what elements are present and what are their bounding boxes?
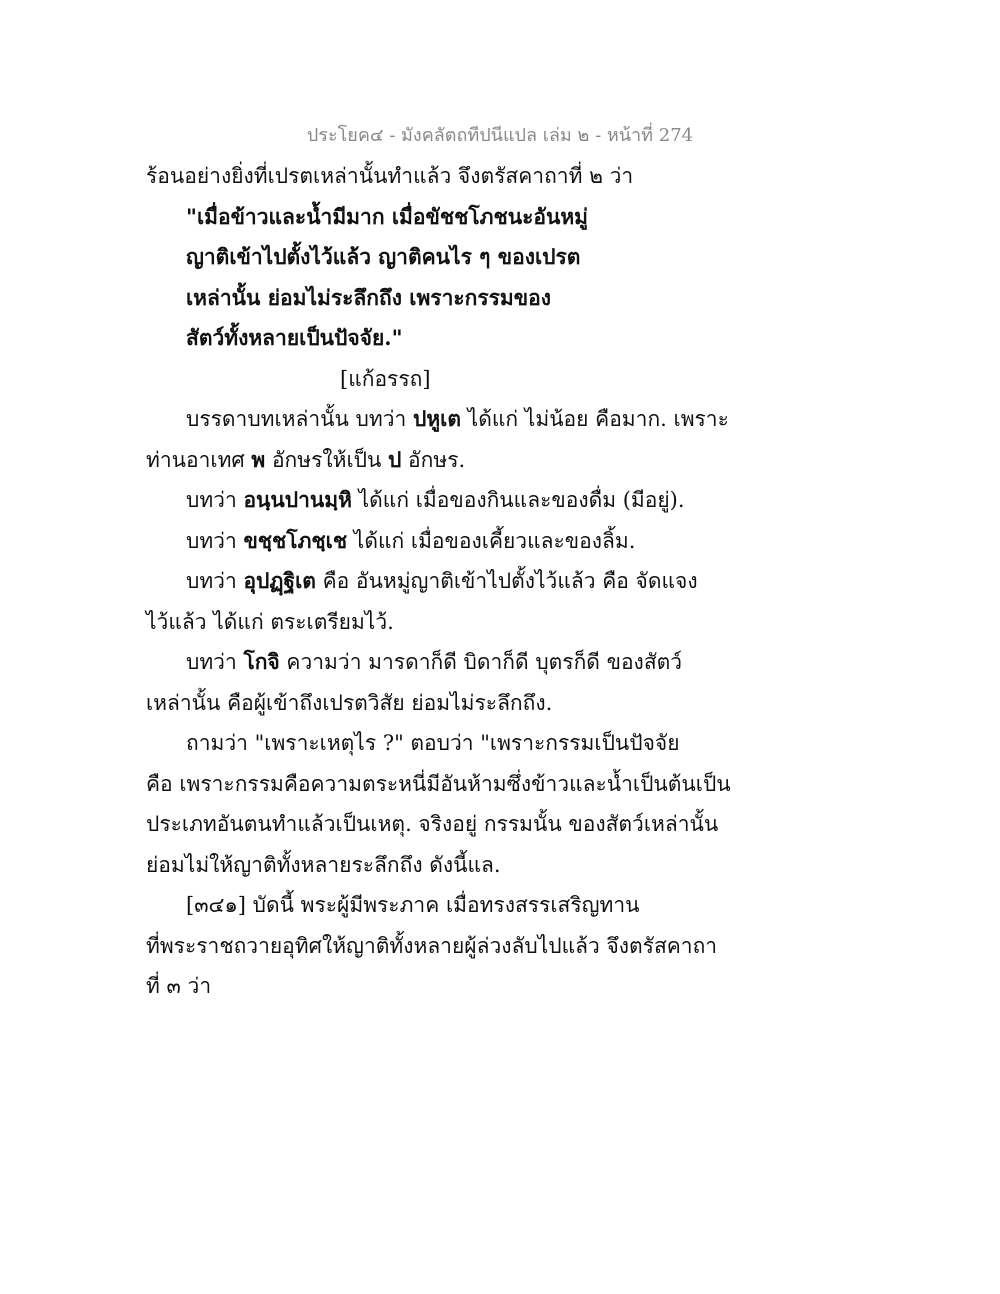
pali-term: อุปฏฺฐิเต xyxy=(243,568,316,593)
pali-term: ปหูเต xyxy=(413,406,461,431)
section-title: [แก้อรรถ] xyxy=(340,366,431,391)
text-span: ได้แก่ ไม่น้อย คือมาก. เพราะ xyxy=(461,407,729,431)
verse-line: ญาติเข้าไปตั้งไว้แล้ว ญาติคนไร ๆ ของเปรต xyxy=(186,244,581,269)
text-span: บรรดาบทเหล่านั้น บทว่า xyxy=(186,407,413,431)
verse-line: "เมื่อข้าวและน้ำมีมาก เมื่อขัชชโภชนะอันหมู่ xyxy=(186,203,589,229)
text-span: บทว่า xyxy=(186,528,244,553)
verse-line: สัตว์ทั้งหลายเป็นปัจจัย." xyxy=(186,325,403,350)
paragraph-line: ที่พระราชถวายอุทิศให้ญาติทั้งหลายผู้ล่วงลับไปแล้ว จึงตรัสคาถา xyxy=(146,933,718,958)
paragraph-line: ถามว่า "เพราะเหตุไร ?" ตอบว่า "เพราะกรรมเป็นปัจจัย xyxy=(186,731,680,755)
paragraph-line: เหล่านั้น คือผู้เข้าถึงเปรตวิสัย ย่อมไม่ระลึกถึง. xyxy=(146,690,553,715)
paragraph-line xyxy=(146,480,706,521)
paragraph-line: ย่อมไม่ให้ญาติทั้งหลายระลึกถึง ดังนี้แล. xyxy=(146,852,501,877)
paragraph-line xyxy=(146,521,706,562)
text-span: บทว่า xyxy=(186,650,244,674)
paragraph-line xyxy=(146,440,706,481)
document-body xyxy=(146,156,731,1007)
paragraph-line: คือ เพราะกรรมคือความตระหนี่มีอันห้ามซึ่งข้าวและน้ำเป็นต้นเป็น xyxy=(146,771,731,796)
pali-letter: พ xyxy=(251,446,266,472)
pali-letter: ป xyxy=(388,446,402,472)
page-header: ประโยค๔ - มังคลัตถทีปนีแปล เล่ม ๒ - หน้าที่ 274 xyxy=(306,125,694,146)
text-span: คือ อันหมู่ญาติเข้าไปตั้งไว้แล้ว คือ จัดแจง xyxy=(315,569,698,593)
text-span: อักษร. xyxy=(401,447,466,472)
pali-term: ขชฺชโภชฺเช xyxy=(243,527,348,553)
text-span: บทว่า xyxy=(186,488,244,512)
paragraph-line: [๓๔๑] บัดนี้ พระผู้มีพระภาค เมื่อทรงสรรเสริญทาน xyxy=(186,893,640,917)
paragraph-line xyxy=(146,561,706,602)
paragraph-line: ประเภทอันตนทำแล้วเป็นเหตุ. จริงอยู่ กรรมนั้น ของสัตว์เหล่านั้น xyxy=(146,812,719,836)
paragraph-line xyxy=(146,399,729,440)
paragraph-line xyxy=(146,642,706,683)
text-span: อักษรให้เป็น xyxy=(265,447,389,472)
intro-line: ร้อนอย่างยิ่งที่เปรตเหล่านั้นทำแล้ว จึงตรัสคาถาที่ ๒ ว่า xyxy=(146,164,634,188)
pali-term: โกจิ xyxy=(243,649,280,674)
text-span: ความว่า มารดาก็ดี บิดาก็ดี บุตรก็ดี ของสัตว์ xyxy=(279,650,683,674)
verse-line: เหล่านั้น ย่อมไม่ระลึกถึง เพราะกรรมของ xyxy=(186,284,551,310)
text-span: ท่านอาเทศ xyxy=(146,447,252,472)
text-span: ได้แก่ เมื่อของเคี้ยวและของลิ้ม. xyxy=(347,528,636,553)
text-span: บทว่า xyxy=(186,569,244,593)
pali-term: อนฺนปานมฺหิ xyxy=(243,487,352,512)
paragraph-line: ที่ ๓ ว่า xyxy=(146,974,212,998)
text-span: ได้แก่ เมื่อของกินและของดื่ม (มีอยู่). xyxy=(351,488,685,512)
paragraph-line: ไว้แล้ว ได้แก่ ตระเตรียมไว้. xyxy=(146,609,394,634)
